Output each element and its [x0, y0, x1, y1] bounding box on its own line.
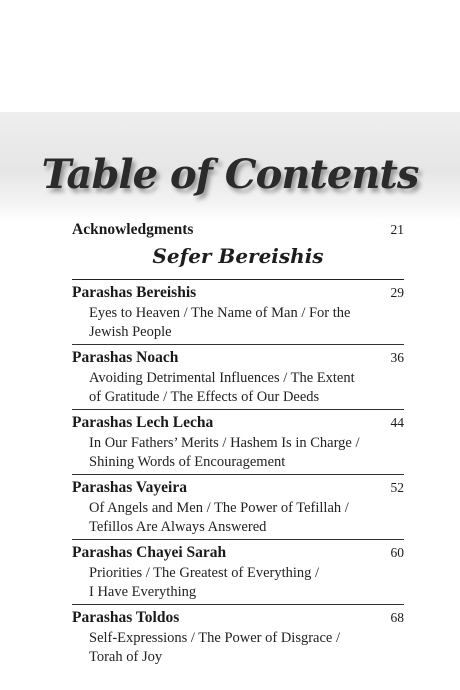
toc-entry-page: 68 — [390, 610, 404, 625]
toc-entry-page: 21 — [390, 222, 404, 237]
toc-entry-subtitle: I Have Everything — [89, 584, 197, 600]
toc-entry-page: 29 — [390, 285, 404, 300]
toc-entry-acknowledgments[interactable] — [72, 219, 404, 241]
toc-entry-title: Parashas Chayei Sarah — [72, 544, 227, 561]
toc-entry-title: Parashas Bereishis — [72, 284, 197, 301]
toc-entry-title: Acknowledgments — [72, 221, 194, 238]
toc-entry[interactable] — [72, 409, 404, 474]
toc-entry-subtitle: of Gratitude / The Effects of Our Deeds — [89, 389, 320, 405]
toc-entry-title: Parashas Lech Lecha — [72, 414, 214, 431]
toc-entry-subtitle: Jewish People — [89, 324, 172, 340]
toc-entry[interactable] — [72, 279, 404, 344]
toc-entry-title: Parashas Vayeira — [72, 479, 187, 496]
toc-entry[interactable] — [72, 474, 404, 539]
page-title: Table of Contents — [41, 151, 419, 198]
toc-entry-subtitle: Priorities / The Greatest of Everything / — [89, 565, 320, 581]
toc-entry-subtitle: Self-Expressions / The Power of Disgrace / — [89, 630, 341, 646]
toc-entry-page: 44 — [390, 415, 404, 430]
toc-entry-subtitle: In Our Fathers’ Merits / Hashem Is in Charge / — [89, 435, 360, 451]
section-heading: Sefer Bereishis — [152, 244, 324, 268]
toc-entry[interactable] — [72, 344, 404, 409]
toc-entry[interactable] — [72, 539, 404, 604]
toc-entry-title: Parashas Toldos — [72, 609, 180, 626]
toc-entry[interactable] — [72, 604, 404, 669]
toc-entry-page: 52 — [390, 480, 404, 495]
toc-entry-subtitle: Torah of Joy — [89, 649, 163, 665]
toc-entry-page: 36 — [390, 350, 404, 365]
toc-entry-subtitle: Avoiding Detrimental Influences / The Extent — [89, 370, 355, 386]
toc-entry-page: 60 — [390, 545, 404, 560]
toc-entry-subtitle: Of Angels and Men / The Power of Tefillah / — [89, 500, 349, 516]
toc-entry-subtitle: Shining Words of Encouragement — [89, 454, 286, 470]
table-of-contents — [72, 219, 404, 669]
toc-entry-subtitle: Tefillos Are Always Answered — [89, 519, 267, 535]
toc-entry-title: Parashas Noach — [72, 349, 179, 366]
toc-entry-subtitle: Eyes to Heaven / The Name of Man / For the — [89, 305, 351, 321]
